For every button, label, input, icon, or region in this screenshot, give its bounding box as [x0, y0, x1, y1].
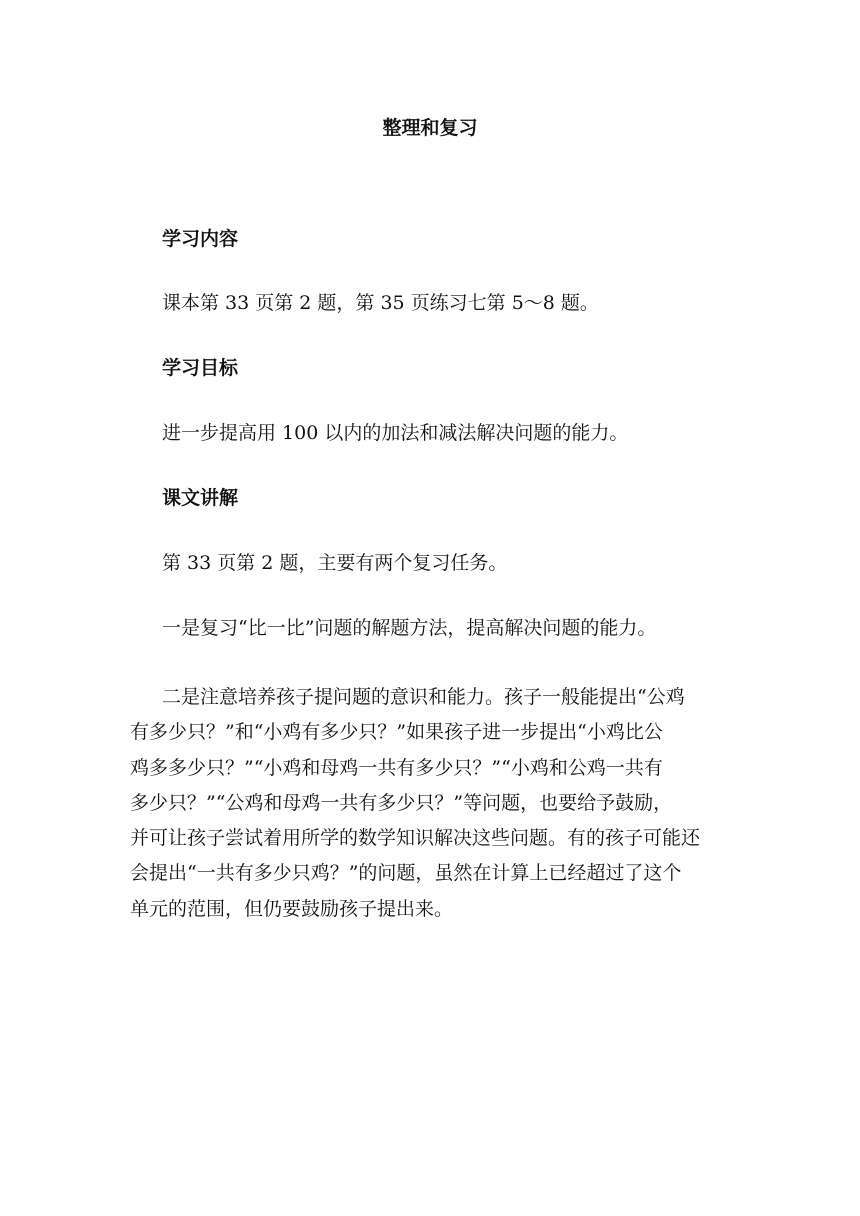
- content-text: 课本第 33 页第 2 题，第 35 页练习七第 5～8 题。: [162, 292, 599, 314]
- paragraph-line: 并可让孩子尝试着用所学的数学知识解决这些问题。有的孩子可能还: [130, 827, 701, 850]
- section-heading-goal: 学习目标: [162, 357, 239, 379]
- paragraph-line: 二是注意培养孩子提问题的意识和能力。孩子一般能提出“公鸡: [162, 686, 685, 708]
- page-title: 整理和复习: [382, 117, 478, 139]
- paragraph-line: 会提出“一共有多少只鸡？”的问题，虽然在计算上已经超过了这个: [130, 862, 682, 885]
- section-heading-explain: 课文讲解: [162, 487, 239, 509]
- section-heading-content: 学习内容: [162, 228, 239, 250]
- explain-intro-text: 第 33 页第 2 题，主要有两个复习任务。: [162, 552, 508, 574]
- paragraph-line: 有多少只？”和“小鸡有多少只？”如果孩子进一步提出“小鸡比公: [130, 721, 663, 744]
- task-two-paragraph: [130, 680, 732, 927]
- goal-text: 进一步提高用 100 以内的加法和减法解决问题的能力。: [162, 422, 629, 444]
- task-one-text: 一是复习“比一比”问题的解题方法，提高解决问题的能力。: [162, 617, 657, 639]
- paragraph-line: 单元的范围，但仍要鼓励孩子提出来。: [130, 897, 454, 920]
- paragraph-line: 多少只？”“公鸡和母鸡一共有多少只？”等问题，也要给予鼓励，: [130, 791, 673, 814]
- paragraph-line: 鸡多多少只？”“小鸡和母鸡一共有多少只？”“小鸡和公鸡一共有: [130, 756, 663, 779]
